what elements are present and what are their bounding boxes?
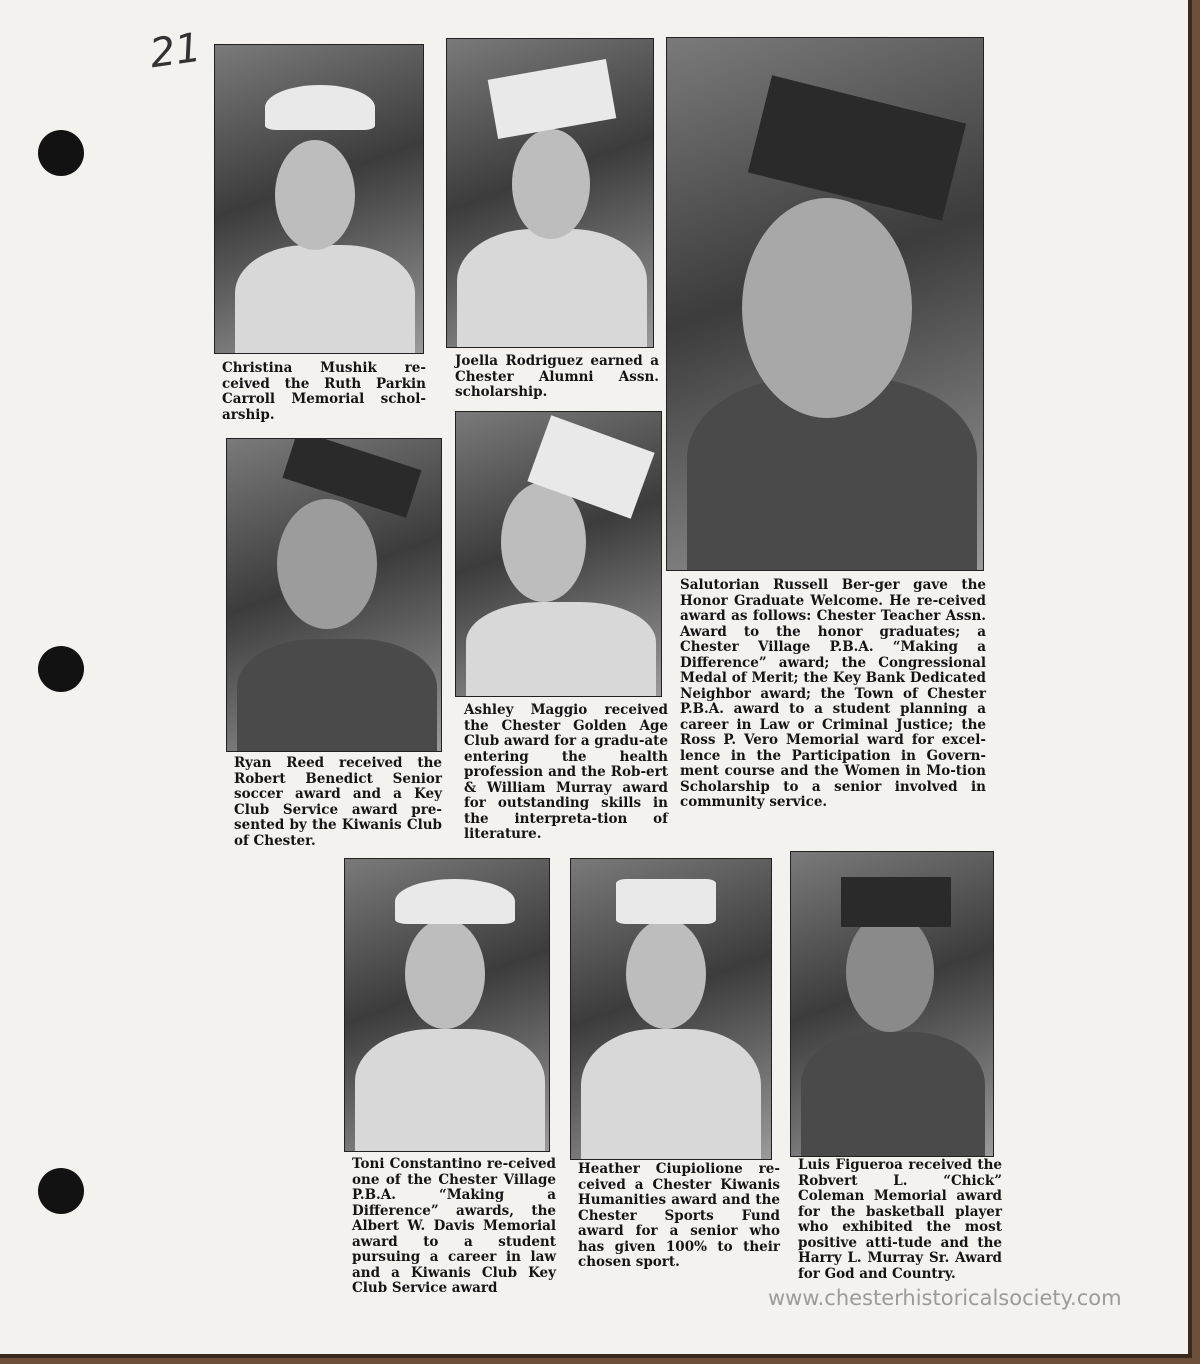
binder-hole-top: [38, 130, 84, 176]
photo-toni-constantino: [344, 858, 550, 1152]
photo-joella-rodriguez: [446, 38, 654, 348]
photo-ashley-maggio: [455, 411, 662, 697]
caption-christina-mushik: Christina Mushik re-ceived the Ruth Parkin Carroll Memorial schol-arship.: [222, 360, 426, 423]
caption-ashley-maggio: Ashley Maggio received the Chester Golden Age Club award for a gradu-ate entering the health profession and the Rob-ert & William Murray award for outstanding skills in the interpreta-tion of literature.: [464, 702, 668, 842]
watermark: www.chesterhistoricalsociety.com: [768, 1286, 1122, 1310]
caption-joella-rodriguez: Joella Rodriguez earned a Chester Alumni Assn. scholarship.: [455, 353, 659, 400]
caption-heather-ciupiolione: Heather Ciupiolione re-ceived a Chester Kiwanis Humanities award and the Chester Sports Fund award for a senior who has given 100% to their chosen sport.: [578, 1161, 780, 1270]
binder-hole-bottom: [38, 1168, 84, 1214]
caption-russell-berger: Salutorian Russell Ber-ger gave the Honor Graduate Welcome. He re-ceived award as follows: Chester Teacher Assn. Award to the honor graduates; a Chester Village P.B.A. “Making a Difference” award; the Congressional Medal of Merit; the Key Bank Dedicated Neighbor award; the Town of Chester P.B.A. award to a student planning a career in Law or Criminal Justice; the Ross P. Vero Memorial ward for excel-lence in the Participation in Govern-ment course and the Women in Mo-tion Scholarship to a senior involved in community service.: [680, 577, 986, 810]
caption-toni-constantino: Toni Constantino re-ceived one of the Chester Village P.B.A. “Making a Difference” awards, the Albert W. Davis Memorial award to a student pursuing a career in law and a Kiwanis Club Key Club Service award: [352, 1156, 556, 1296]
caption-luis-figueroa: Luis Figueroa received the Robvert L. “Chick” Coleman Memorial award for the basketball player who exhibited the most positive atti-tude and the Harry L. Murray Sr. Award for God and Country.: [798, 1157, 1002, 1282]
photo-ryan-reed: [226, 438, 442, 752]
page-number: 21: [147, 24, 204, 78]
binder-hole-middle: [38, 646, 84, 692]
photo-russell-berger: [666, 37, 984, 571]
photo-heather-ciupiolione: [570, 858, 772, 1160]
photo-christina-mushik: [214, 44, 424, 354]
photo-luis-figueroa: [790, 851, 994, 1157]
caption-ryan-reed: Ryan Reed received the Robert Benedict Senior soccer award and a Key Club Service award pre-sented by the Kiwanis Club of Chester.: [234, 755, 442, 849]
